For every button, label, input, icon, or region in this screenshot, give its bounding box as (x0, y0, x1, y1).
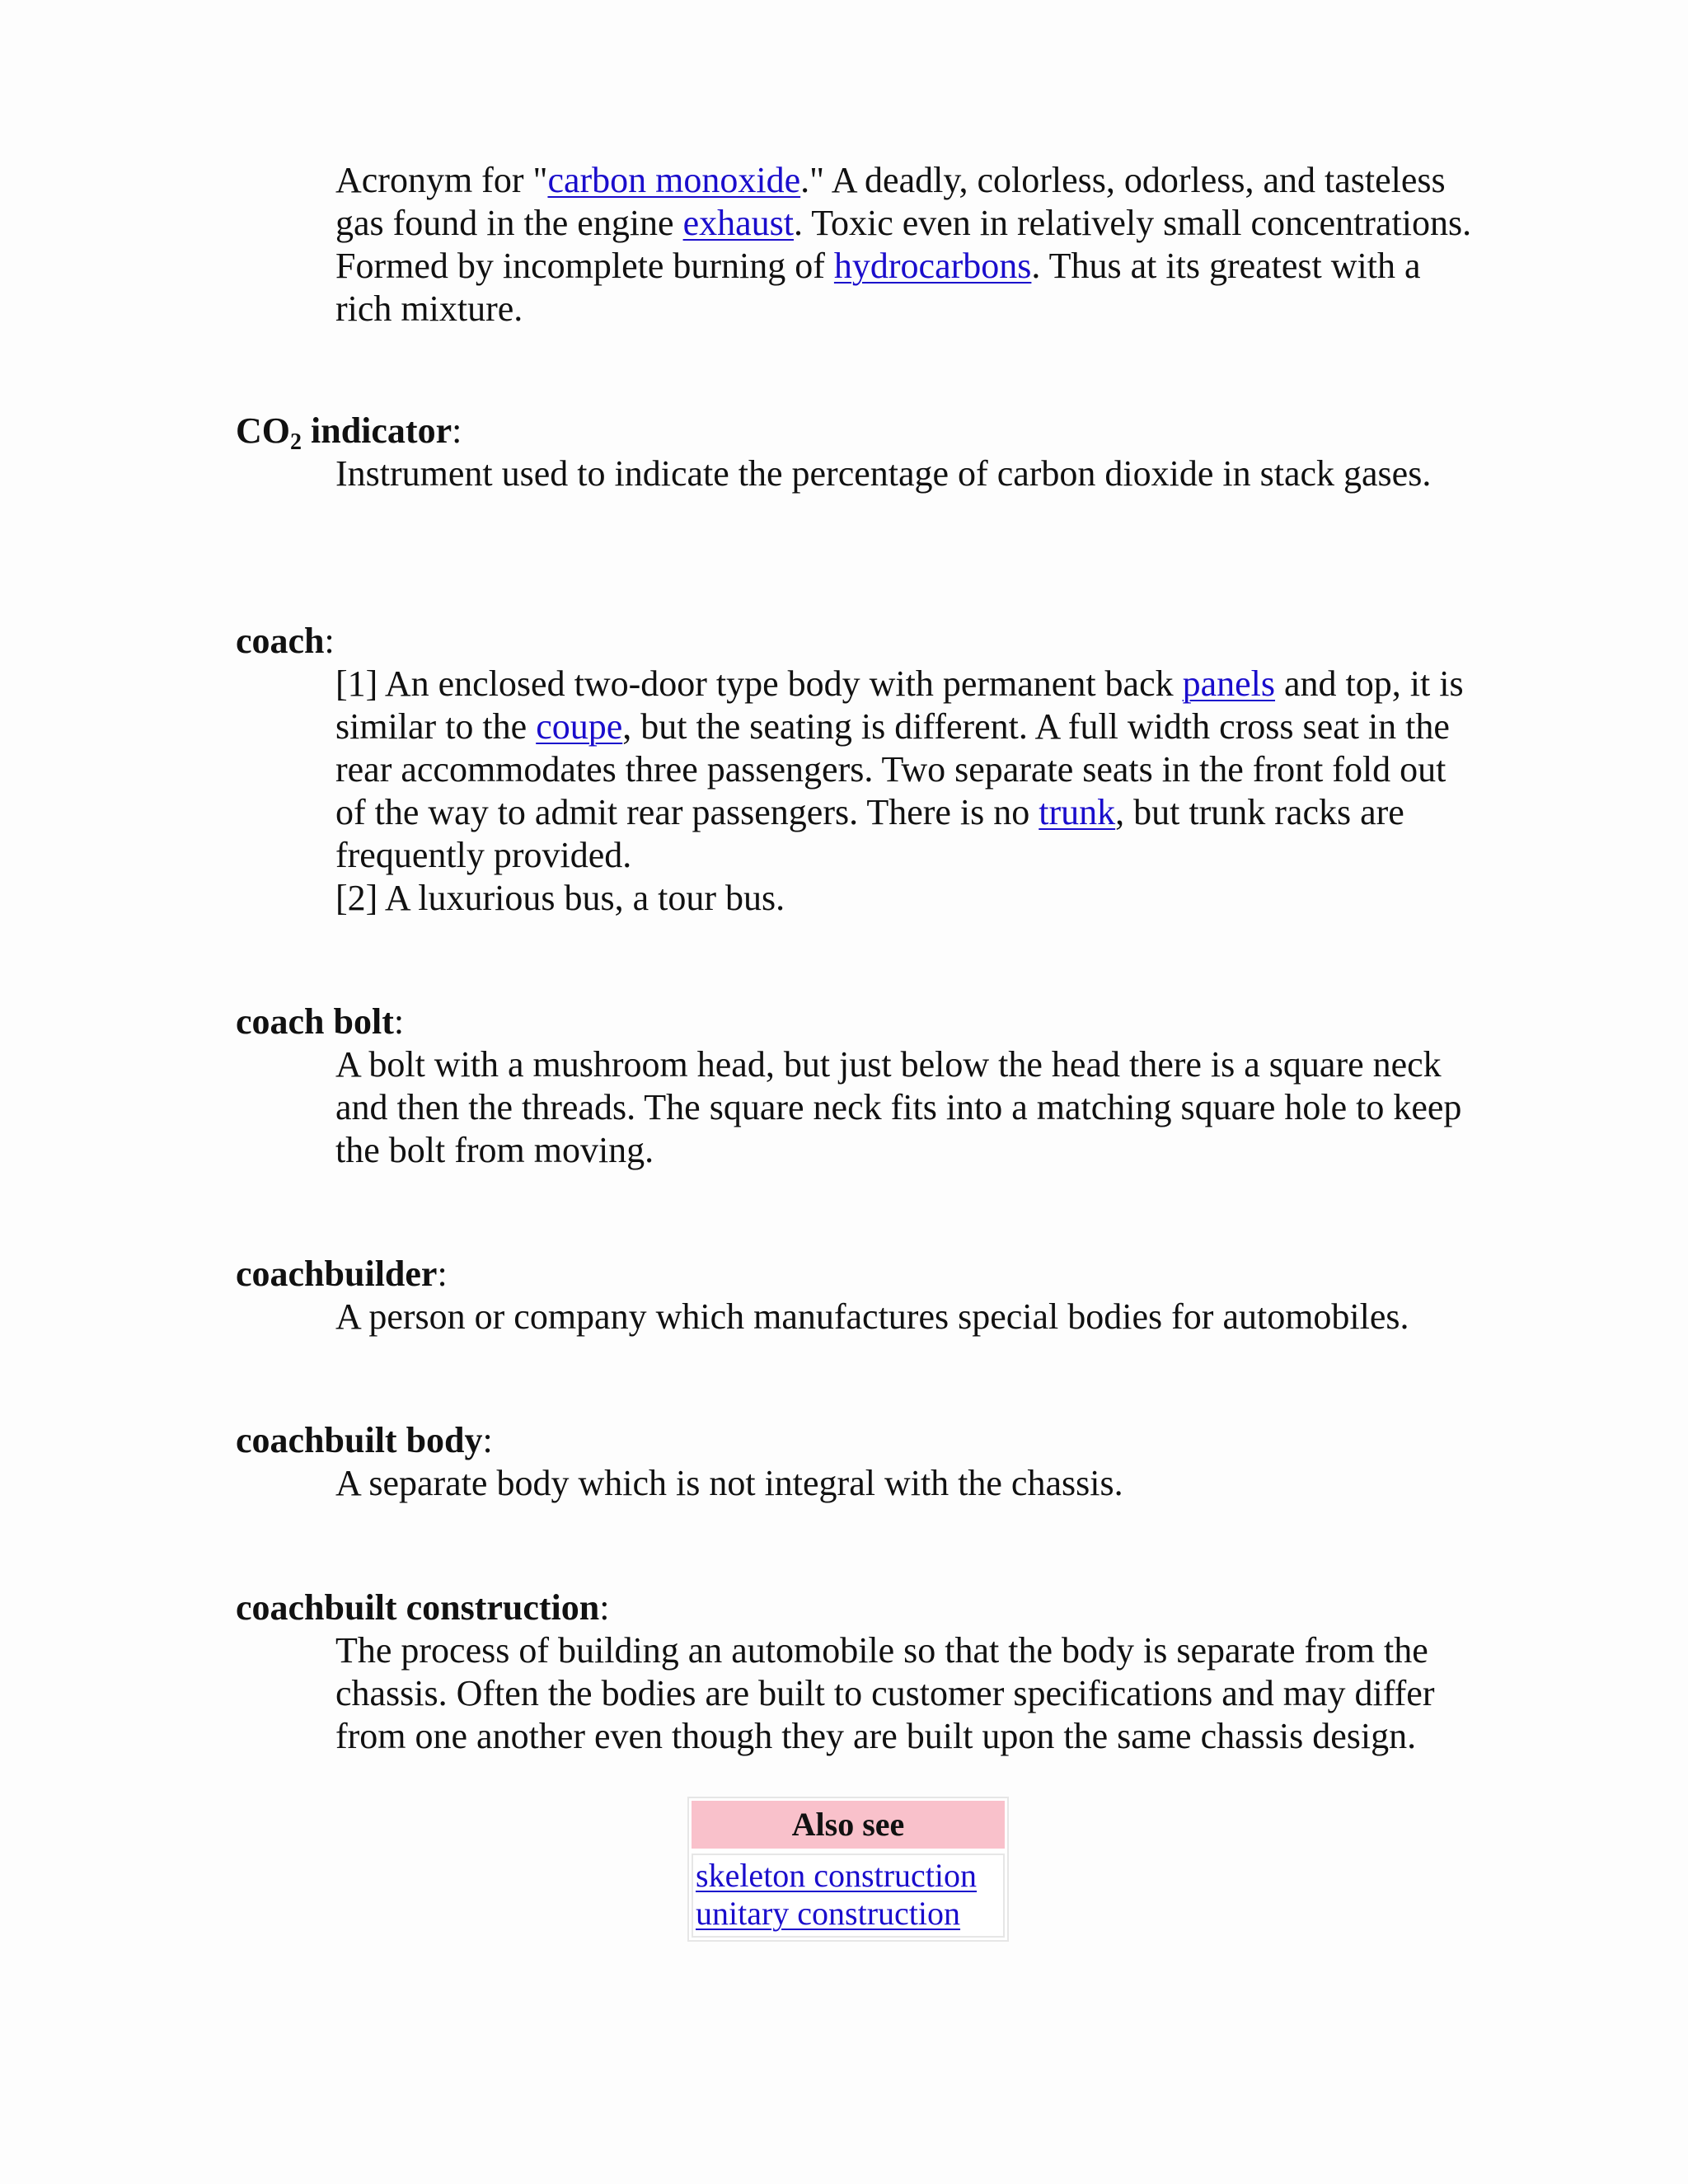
definition-text: and top, it is similar to the (335, 663, 1464, 747)
term-co2-indicator (236, 410, 452, 455)
entry-heading (236, 620, 1472, 663)
entry-heading (236, 1419, 1472, 1462)
entry-coachbuilder (236, 1253, 1472, 1338)
entry-coachbuilt-construction (236, 1586, 1472, 1758)
link-coupe[interactable]: coupe (536, 706, 623, 747)
term-text: indicator (302, 410, 452, 451)
entry-coach (236, 620, 1472, 920)
term-coach: coach (236, 621, 325, 661)
term-colon: : (437, 1254, 448, 1294)
term-colon: : (393, 1001, 405, 1042)
definition-coach-bolt: A bolt with a mushroom head, but just below the head there is a square neck and then the threads. The square neck fits into a matching square hole to keep the bolt from moving. (335, 1044, 1462, 1170)
definition-co2-indicator: Instrument used to indicate the percentage of carbon dioxide in stack gases. (335, 453, 1432, 494)
also-see-box (687, 1797, 1009, 1942)
entry-heading (236, 1586, 1472, 1629)
link-unitary-construction[interactable]: unitary construction (696, 1895, 961, 1932)
link-hydrocarbons[interactable]: hydrocarbons (833, 246, 1032, 286)
entry-co2-indicator (236, 410, 1472, 495)
link-carbon-monoxide[interactable]: carbon monoxide (547, 160, 801, 200)
term-coachbuilt-body: coachbuilt body (236, 1420, 483, 1460)
entry-coachbuilt-body (236, 1419, 1472, 1505)
definition-coachbuilder: A person or company which manufactures special bodies for automobiles. (335, 1296, 1409, 1337)
also-see-links (692, 1854, 1005, 1938)
entry-heading (236, 1253, 1472, 1296)
definition-text: ." A deadly, colorless, odorless, and tasteless gas found in the engine (335, 160, 1446, 243)
definition-text: [1] An enclosed two-door type body with permanent back (335, 663, 1183, 704)
definition-coach-1 (335, 663, 1472, 877)
term-colon: : (599, 1587, 610, 1628)
term-colon: : (324, 621, 335, 661)
term-coachbuilder: coachbuilder (236, 1254, 438, 1294)
entry-heading (236, 410, 1472, 455)
link-skeleton-construction[interactable]: skeleton construction (696, 1857, 978, 1894)
link-trunk[interactable]: trunk (1039, 792, 1116, 832)
definition-text: . Thus at its greatest with a rich mixture. (335, 246, 1421, 329)
definition-coach-2: [2] A luxurious bus, a tour bus. (335, 878, 785, 918)
definition-text: Acronym for " (335, 160, 548, 200)
co-definition (335, 159, 1473, 330)
definition-text: , but trunk racks are frequently provided. (335, 792, 1404, 875)
definition-coachbuilt-construction: The process of building an automobile so that the body is separate from the chassis. Often the bodies are built to customer specifications and may differ from one another even though they are built upon the same chassis design. (335, 1630, 1435, 1756)
definition-coachbuilt-body: A separate body which is not integral with the chassis. (335, 1463, 1123, 1503)
term-colon: : (452, 410, 462, 451)
term-coach-bolt: coach bolt (236, 1001, 394, 1042)
also-see-header: Also see (692, 1801, 1005, 1849)
definition-text: , but the seating is different. A full width cross seat in the rear accommodates three passengers. Two separate seats in the front fold out of the way to admit rear passengers. There is no (335, 706, 1450, 832)
entry-coach-bolt (236, 1001, 1472, 1172)
term-colon: : (482, 1420, 493, 1460)
link-exhaust[interactable]: exhaust (682, 203, 794, 243)
term-text: CO (236, 410, 290, 451)
definition-text: . Toxic even in relatively small concentrations. Formed by incomplete burning of (335, 203, 1472, 286)
link-panels[interactable]: panels (1182, 663, 1276, 704)
term-coachbuilt-construction: coachbuilt construction (236, 1587, 600, 1628)
subscript-2: 2 (290, 429, 302, 455)
entry-heading (236, 1001, 1472, 1043)
